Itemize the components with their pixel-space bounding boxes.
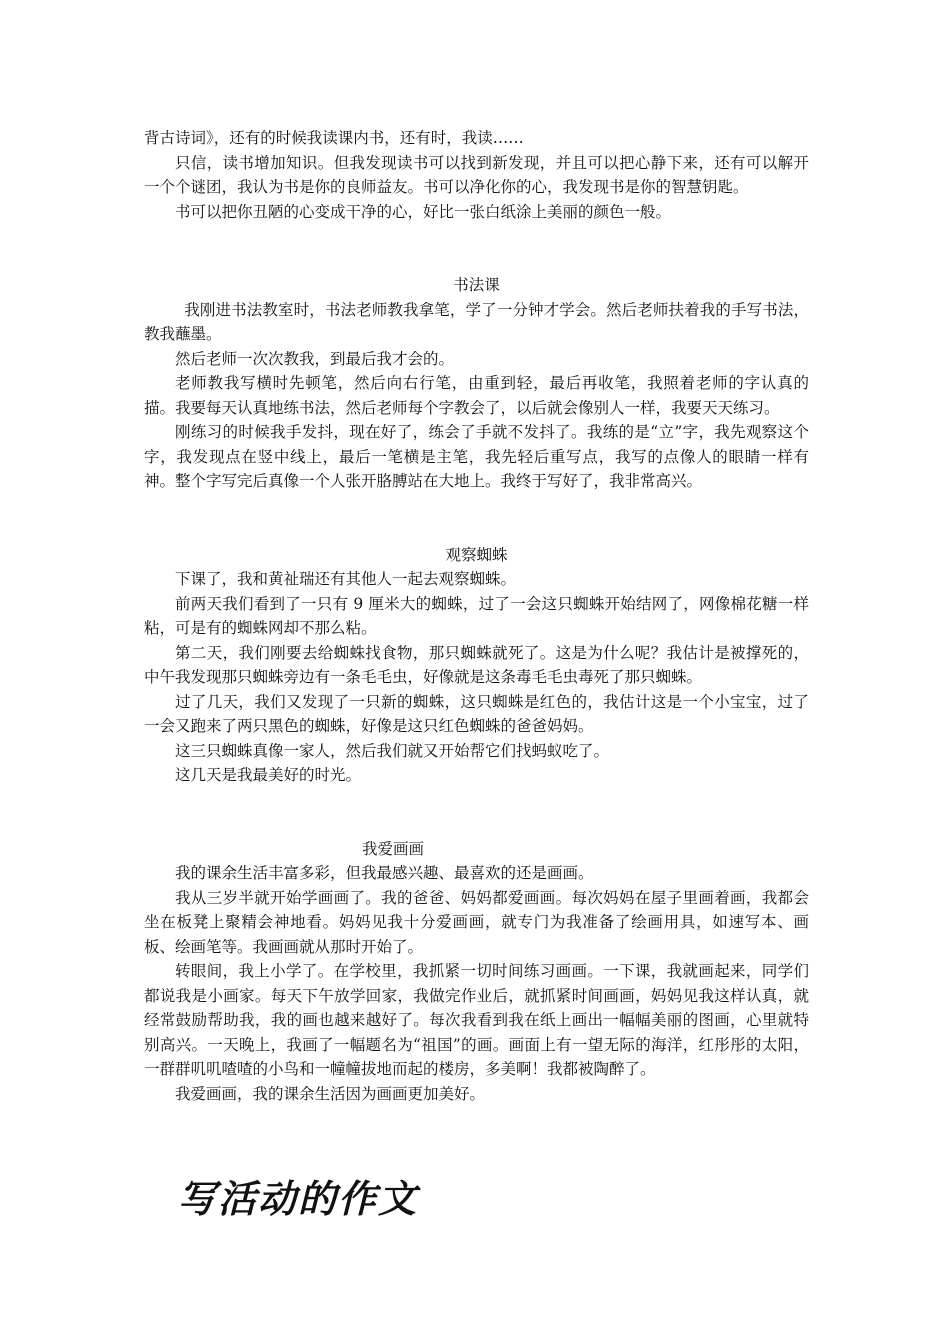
- paragraph: 老师教我写横时先顿笔，然后向右行笔，由重到轻，最后再收笔，我照着老师的字认真的描。我要每天认真地练书法，然后老师每个字教会了，以后就会像别人一样，我要天天练习。: [144, 374, 809, 417]
- section-title: 我爱画画: [362, 839, 425, 858]
- section-drawing: [144, 837, 809, 1107]
- section-title: 书法课: [453, 276, 500, 294]
- paragraph: 我的课余生活丰富多彩，但我最感兴趣、最喜欢的还是画画。: [175, 864, 594, 882]
- section-calligraphy: [144, 273, 809, 494]
- paragraph: 背古诗词》，还有的时候我读课内书，还有时，我读……: [144, 129, 524, 147]
- paragraph: 只信，读书增加知识。但我发现读书可以找到新发现，并且可以把心静下来，还有可以解开一个个谜团，我认为书是你的良师益友。书可以净化你的心，我发现书是你的智慧钥匙。: [144, 153, 809, 196]
- section-spider: [144, 543, 809, 788]
- paragraph: 下课了，我和黄祉瑞还有其他人一起去观察蜘蛛。: [175, 570, 517, 588]
- paragraph: 然后老师一次次教我，到最后我才会的。: [175, 349, 455, 368]
- paragraph: 我刚进书法教室时，书法老师教我拿笔，学了一分钟才学会。然后老师扶着我的手写书法，教我蘸墨。: [144, 300, 809, 343]
- paragraph: 转眼间，我上小学了。在学校里，我抓紧一切时间练习画画。一下课，我就画起来，同学们都说我是小画家。每天下午放学回家，我做完作业后，就抓紧时间画画，妈妈见我这样认真，就经常鼓励帮助我，我的画也越来越好了。每次我看到我在纸上画出一幅幅美丽的图画，心里就特别高兴。一天晚上，我画了一幅题名为“祖国”的画。画面上有一望无际的海洋，红彤彤的太阳，一群群叽叽喳喳的小鸟和一幢幢拔地而起的楼房，多美啊！我都被陶醉了。: [144, 962, 809, 1078]
- document-heading: 写活动的作文: [178, 1177, 419, 1221]
- paragraph: 书可以把你丑陋的心变成干净的心，好比一张白纸涂上美丽的颜色一般。: [175, 202, 672, 221]
- document-body: [144, 126, 809, 1106]
- paragraph: 我爱画画，我的课余生活因为画画更加美好。: [175, 1084, 486, 1103]
- paragraph: 第二天，我们刚要去给蜘蛛找食物，那只蜘蛛就死了。这是为什么呢？我估计是被撑死的，中午我发现那只蜘蛛旁边有一条毛毛虫，好像就是这条毒毛毛虫毒死了那只蜘蛛。: [144, 643, 809, 686]
- section-reading: [144, 126, 809, 224]
- paragraph: 这几天是我最美好的时光。: [175, 766, 362, 784]
- paragraph: 我从三岁半就开始学画画了。我的爸爸、妈妈都爱画画。每次妈妈在屋子里画着画，我都会坐在板凳上聚精会神地看。妈妈见我十分爱画画，就专门为我准备了绘画用具，如速写本、画板、绘画笔等。我画画就从那时开始了。: [144, 888, 809, 956]
- paragraph: 这三只蜘蛛真像一家人，然后我们就又开始帮它们找蚂蚁吃了。: [175, 741, 610, 760]
- section-title: 观察蜘蛛: [445, 545, 508, 564]
- paragraph: 前两天我们看到了一只有 9 厘米大的蜘蛛，过了一会这只蜘蛛开始结网了，网像棉花糖一样粘，可是有的蜘蛛网却不那么粘。: [144, 594, 809, 637]
- paragraph: 刚练习的时候我手发抖，现在好了，练会了手就不发抖了。我练的是“立”字，我先观察这个字，我发现点在竖中线上，最后一笔横是主笔，我先轻后重写点，我写的点像人的眼睛一样有神。整个字写完后真像一个人张开胳膊站在大地上。我终于写好了，我非常高兴。: [144, 423, 809, 490]
- paragraph: 过了几天，我们又发现了一只新的蜘蛛，这只蜘蛛是红色的，我估计这是一个小宝宝，过了一会又跑来了两只黑色的蜘蛛，好像是这只红色蜘蛛的爸爸妈妈。: [144, 692, 809, 735]
